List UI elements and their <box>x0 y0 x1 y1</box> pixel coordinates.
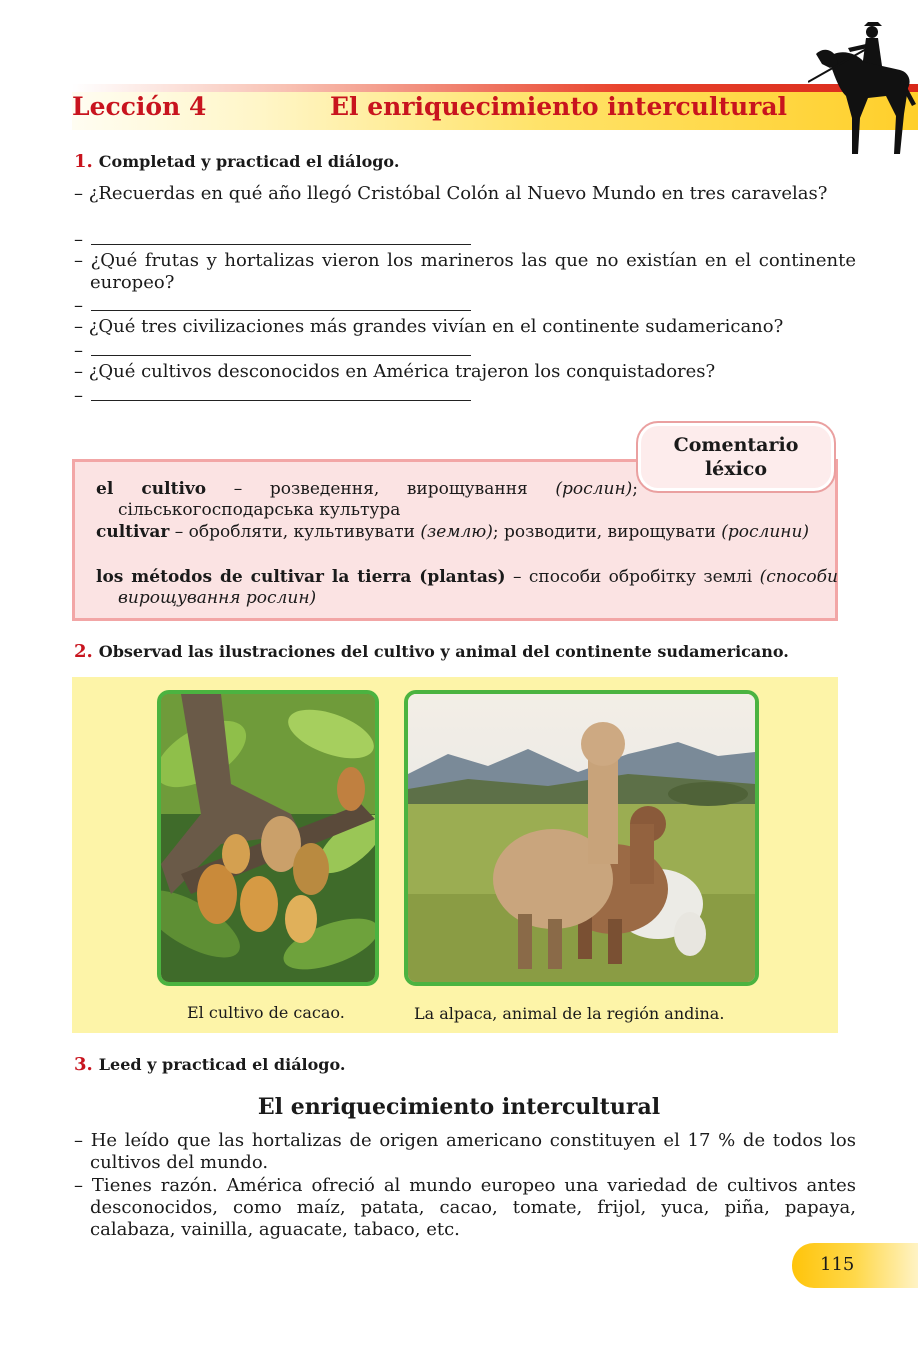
answer-line-4: – <box>74 384 856 407</box>
exercise-2-instruction: Observad las ilustraciones del cultivo y animal del continente sudamericano. <box>98 642 789 661</box>
exercise-1-heading <box>74 151 399 172</box>
alpaca-image <box>408 694 755 982</box>
answer-line-2: – <box>74 294 856 317</box>
exercise-2-heading <box>74 641 789 662</box>
cacao-photo <box>157 690 379 986</box>
dialogue-line-1: – ¿Recuerdas en qué año llegó Cristóbal Colón al Nuevo Mundo en tres caravelas? <box>74 183 828 204</box>
answer-blank-4[interactable] <box>91 384 471 401</box>
comment-tab-line-2: léxico <box>704 458 768 480</box>
exercise-1-instruction: Completad y practicad el diálogo. <box>98 152 400 171</box>
answer-line-1: – <box>74 228 856 251</box>
reading-line-1: – He leído que las hortalizas de origen americano constituyen el 17 % de todos los cultivos del mundo. <box>74 1130 856 1173</box>
reading-line-2: – Tienes razón. América ofreció al mundo europeo una variedad de cultivos antes desconocidos, como maíz, patata, cacao, tomate, frijol, yuca, piña, papaya, calabaza, vainilla, aguacate, tabaco, etc. <box>74 1175 856 1240</box>
vocab-entry-metodos: los métodos de cultivar la tierra (plantas) – способи обробітку землі (способи вирощування рослин) <box>96 567 838 608</box>
dialogue-line-2: – ¿Qué frutas y hortalizas vieron los marineros las que no existían en el continente europeo? <box>74 250 856 293</box>
vocab-entry-cultivo: el cultivo – розведення, вирощування (рослин); сільськогосподарська культура <box>96 479 639 520</box>
caption-alpaca: La alpaca, animal de la región andina. <box>414 1004 725 1023</box>
answer-blank-3[interactable] <box>91 339 471 356</box>
reading-title: El enriquecimiento intercultural <box>257 1094 661 1120</box>
alpaca-photo <box>404 690 759 986</box>
exercise-2-number: 2. <box>74 641 93 662</box>
dialogue-line-3: – ¿Qué tres civilizaciones más grandes vivían en el continente sudamericano? <box>74 316 784 337</box>
answer-line-3: – <box>74 339 856 362</box>
comment-tab <box>636 421 836 493</box>
comment-tab-line-1: Comentario <box>673 434 799 456</box>
exercise-3-instruction: Leed y practicad el diálogo. <box>98 1055 346 1074</box>
exercise-3-number: 3. <box>74 1054 93 1075</box>
page-number-tab <box>792 1243 918 1288</box>
exercise-1-number: 1. <box>74 151 93 172</box>
vocab-entry-cultivar: cultivar – обробляти, культивувати (землю); розводити, вирощувати (рослини) <box>96 522 810 542</box>
caption-cacao: El cultivo de cacao. <box>187 1003 345 1022</box>
dialogue-line-4: – ¿Qué cultivos desconocidos en América trajeron los conquistadores? <box>74 361 716 382</box>
don-quixote-silhouette-icon <box>808 18 918 154</box>
header-red-stripe <box>72 84 918 92</box>
cacao-image <box>161 694 375 982</box>
answer-blank-2[interactable] <box>91 294 471 311</box>
lesson-number: Lección 4 <box>72 92 207 121</box>
exercise-3-heading <box>74 1054 345 1075</box>
answer-blank-1[interactable] <box>91 228 471 245</box>
lesson-title: El enriquecimiento intercultural <box>330 92 788 121</box>
page-number: 115 <box>820 1254 855 1275</box>
